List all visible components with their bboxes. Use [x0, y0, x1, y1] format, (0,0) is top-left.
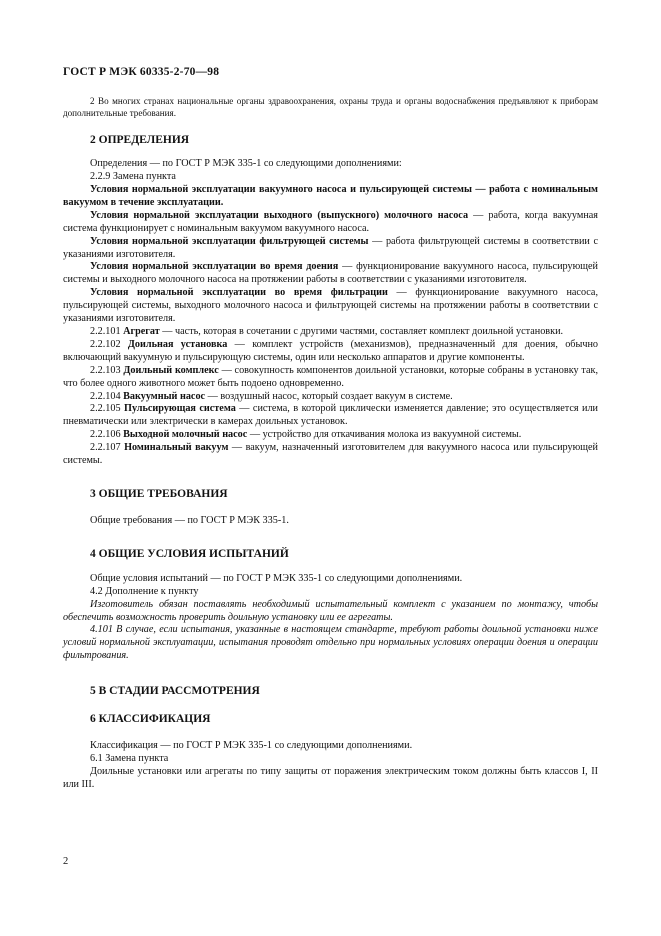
definition-term: Условия нормальной эксплуатации фильтрующей системы: [90, 235, 369, 247]
clause-number: 2.2.101: [90, 325, 124, 337]
definition-paragraph: [63, 391, 598, 404]
paragraph: 6.1 Замена пункта: [90, 753, 169, 765]
definition-paragraph: [63, 429, 598, 442]
clause-number: 2.2.107: [90, 442, 125, 454]
paragraph: Доильные установки или агрегаты по типу защиты от поражения электрическим током должны быть классов I, II или III.: [63, 766, 598, 790]
definition-paragraph: [63, 326, 598, 339]
clause-number: 2.2.102: [90, 338, 128, 350]
italic-paragraph: Изготовитель обязан поставлять необходимый испытательный комплект с указанием по монтажу, чтобы обеспечить возможность проверить доильную установку или ее агрегаты.: [63, 598, 598, 623]
document-header: ГОСТ Р МЭК 60335-2-70—98: [63, 66, 220, 78]
section-4-heading: 4 ОБЩИЕ УСЛОВИЯ ИСПЫТАНИЙ: [90, 547, 289, 560]
definition-text: — функционирование вакуумного насоса, пульсирующей системы и выходного молочного насоса на протяжении работы в соответствии с указаниями изготовителя.: [63, 261, 598, 286]
clause-number: 2.2.104: [90, 390, 124, 402]
definition-paragraph: [63, 287, 598, 326]
definition-paragraph: [63, 236, 598, 262]
definition-text: — устройство для откачивания молока из вакуумной системы.: [247, 429, 522, 441]
definition-term: Доильный комплекс: [123, 364, 219, 376]
definition-text: — вакуум, назначенный изготовителем для вакуумного насоса или пульсирующей системы.: [63, 442, 598, 467]
definition-paragraph: [63, 210, 598, 236]
definition-paragraph: [63, 365, 598, 391]
document-body: [63, 96, 598, 792]
clause-number: 2.2.105: [90, 403, 125, 415]
paragraph: Определения — по ГОСТ Р МЭК 335-1 со следующими дополнениями:: [90, 158, 402, 170]
definition-text: — совокупность компонентов доильной установки, которые собраны в установку так, что более одного животного может быть подоено одновременно.: [63, 364, 598, 389]
definition-term: Условия нормальной эксплуатации выходного (выпускного) молочного насоса: [90, 209, 469, 221]
definition-text: — часть, которая в сочетании с другими частями, составляет комплект доильной установки.: [159, 325, 564, 337]
definition-text: — работа, когда вакуумная система функционирует с номинальным вакуумом вакуумного насоса.: [63, 209, 598, 234]
section-5-heading: 5 В СТАДИИ РАССМОТРЕНИЯ: [90, 685, 260, 698]
definition-paragraph: [63, 339, 598, 365]
section-2-heading: 2 ОПРЕДЕЛЕНИЯ: [90, 134, 190, 147]
definition-paragraph: [63, 442, 598, 468]
definition-term: Доильная установка: [127, 338, 228, 350]
paragraph: 2.2.9 Замена пункта: [90, 171, 176, 183]
section-6-heading: 6 КЛАССИФИКАЦИЯ: [90, 713, 211, 726]
definition-text: Условия нормальной эксплуатации вакуумного насоса и пульсирующей системы — работа с номинальным вакуумом в течение эксплуатации.: [63, 184, 598, 208]
paragraph: Общие требования — по ГОСТ Р МЭК 335-1.: [90, 514, 289, 526]
definition-text: — работа фильтрующей системы в соответствии с указаниями изготовителя.: [63, 235, 598, 260]
definition-term: Выходной молочный насос: [123, 429, 248, 441]
definition-text: — функционирование вакуумного насоса, пульсирующей системы, выходного молочного насоса и фильтрующей системы на протяжении работы в соответствии с указаниями изготовителя.: [63, 287, 599, 325]
note-paragraph: 2 Во многих странах национальные органы здравоохранения, охраны труда и органы водоснабжения предъявляют к приборам дополнительные требования.: [63, 96, 598, 118]
definition-term: Вакуумный насос: [123, 390, 206, 402]
definition-text: — воздушный насос, который создает вакуум в системе.: [205, 390, 453, 402]
definition-term: Условия нормальной эксплуатации во время доения: [90, 261, 339, 273]
paragraph: Общие условия испытаний — по ГОСТ Р МЭК 335-1 со следующими дополнениями.: [90, 572, 463, 584]
definition-term: Пульсирующая система: [124, 403, 236, 415]
paragraph: Классификация — по ГОСТ Р МЭК 335-1 со следующими дополнениями.: [90, 740, 413, 752]
definition-text: — комплект устройств (механизмов), предназначенный для доения, обычно включающий вакуумную и пульсирующую системы, один или несколько аппаратов и другие компоненты.: [63, 338, 599, 363]
definition-text: — система, в которой циклически изменяется давление; это осуществляется или пневматически или электрически в камерах доильных установок.: [63, 403, 599, 428]
section-3-heading: 3 ОБЩИЕ ТРЕБОВАНИЯ: [90, 487, 228, 500]
definition-term: Условия нормальной эксплуатации во время фильтрации: [90, 287, 388, 299]
definition-paragraph: [63, 261, 598, 287]
clause-number: 2.2.103: [90, 364, 124, 376]
definition-term: Агрегат: [123, 325, 160, 337]
page-number: 2: [63, 856, 69, 867]
clause-number: 2.2.106: [90, 429, 124, 441]
paragraph: 4.2 Дополнение к пункту: [90, 585, 199, 597]
definition-term: Номинальный вакуум: [124, 442, 229, 454]
italic-paragraph: 4.101 В случае, если испытания, указанные в настоящем стандарте, требуют работы доильной установки ниже условий нормальной эксплуатации, испытания проводят отдельно при нормальных условиях операции доения и операции фильтрования.: [63, 624, 598, 662]
paragraph: [63, 184, 598, 210]
definition-paragraph: [63, 403, 598, 429]
